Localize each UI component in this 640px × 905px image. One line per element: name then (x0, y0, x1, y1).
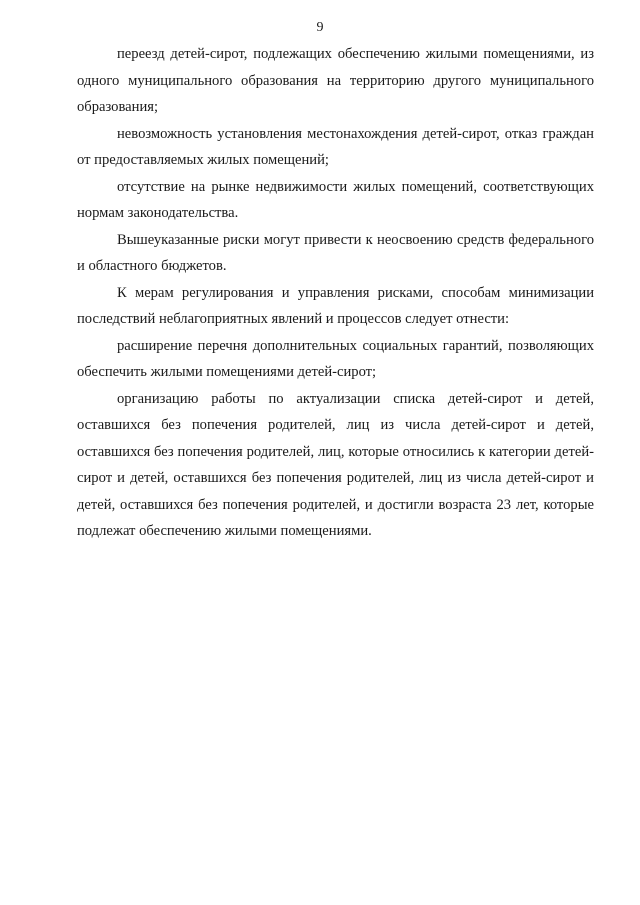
paragraph-mitigation-intro: К мерам регулирования и управления рисками, способам минимизации последствий неблагоприятных явлений и процессов следует отнести: (77, 284, 594, 327)
document-body (77, 41, 594, 545)
paragraph-mitigation-list-update: организацию работы по актуализации списка детей-сирот и детей, оставшихся без попечения родителей, лиц из числа детей-сирот и детей, оставшихся без попечения родителей, лиц, которые относились к категории детей-сирот и детей, оставшихся без попечения родителей, лиц из числа детей-сирот и детей, оставшихся без попечения родителей, и достигли возраста 23 лет, которые подлежат обеспечению жилыми помещениями. (77, 390, 594, 539)
paragraph-mitigation-guarantees: расширение перечня дополнительных социальных гарантий, позволяющих обеспечить жилыми помещениями детей-сирот; (77, 337, 594, 380)
paragraph-risk-relocation: переезд детей-сирот, подлежащих обеспечению жилыми помещениями, из одного муниципального образования на территорию другого муниципального образования; (77, 46, 594, 115)
page-number: 9 (316, 20, 324, 35)
paragraph-risk-location-refusal: невозможность установления местонахождения детей-сирот, отказ граждан от предоставляемых жилых помещений; (77, 125, 594, 168)
paragraph-risk-housing-market: отсутствие на рынке недвижимости жилых помещений, соответствующих нормам законодательства. (77, 178, 594, 221)
paragraph-risk-consequence: Вышеуказанные риски могут привести к неосвоению средств федерального и областного бюджетов. (77, 231, 594, 274)
